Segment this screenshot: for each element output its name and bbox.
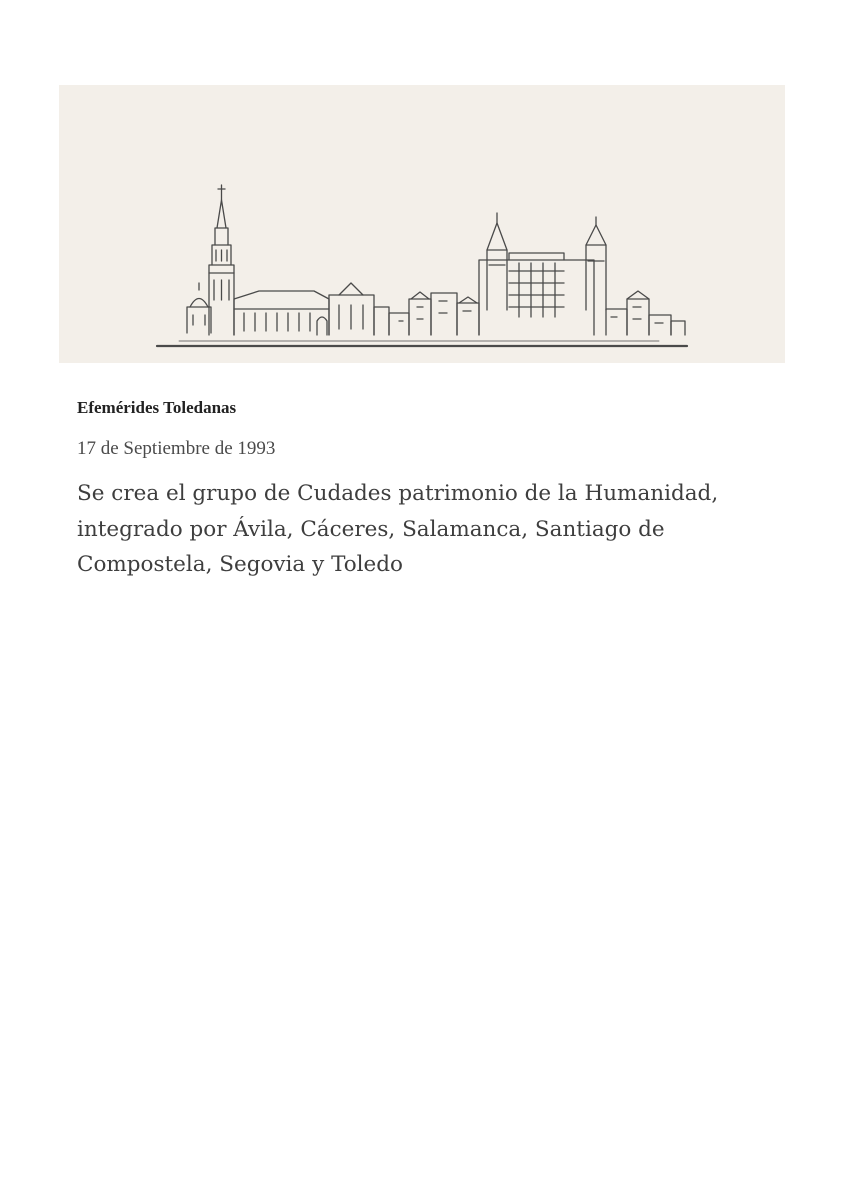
skyline-banner — [59, 85, 785, 363]
article-body: Se crea el grupo de Cudades patrimonio de la Humanidad, integrado por Ávila, Cáceres, Salamanca, Santiago de Compostela, Segovia y Toledo — [77, 481, 719, 577]
article-heading: Efemérides Toledanas — [77, 398, 237, 417]
toledo-skyline-illustration — [59, 85, 785, 363]
article-date: 17 de Septiembre de 1993 — [77, 438, 276, 459]
